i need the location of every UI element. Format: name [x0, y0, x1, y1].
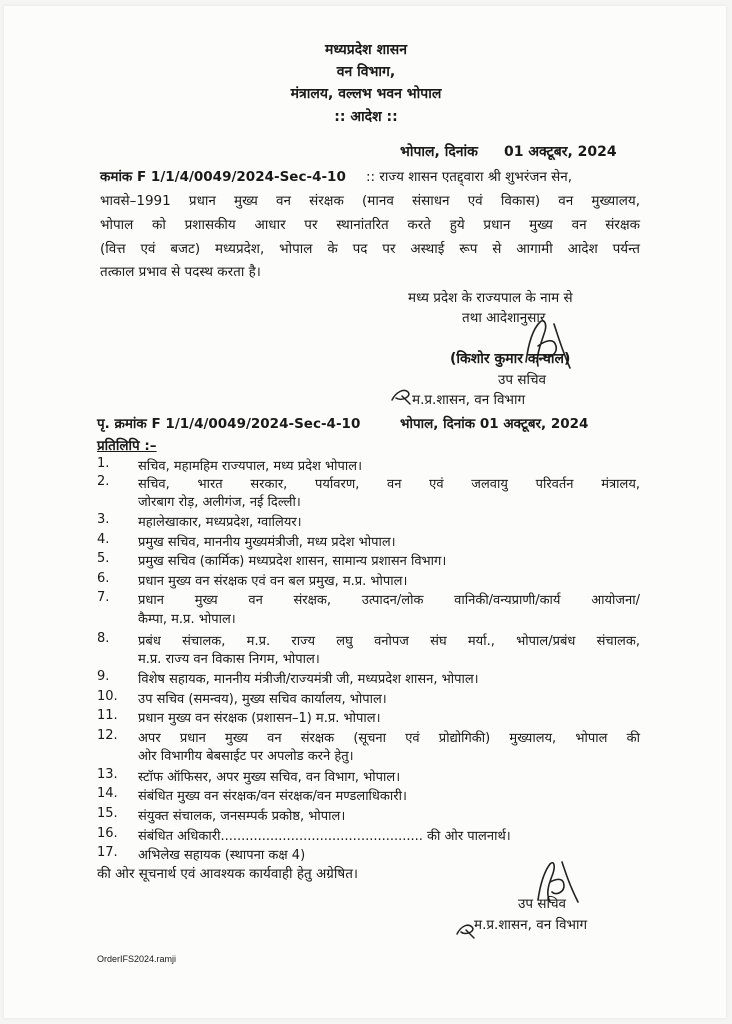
list-number: 17. — [97, 845, 118, 860]
header-department: वन विभाग, — [336, 64, 396, 80]
list-number: 10. — [97, 689, 118, 704]
list-number: 1. — [97, 456, 110, 471]
order-date: 01 अक्टूबर, 2024 — [504, 144, 617, 160]
list-item: प्रमुख सचिव (कार्मिक) मध्यप्रदेश शासन, सामान्य प्रशासन विभाग। — [138, 554, 447, 569]
list-item: प्रमुख सचिव, माननीय मुख्यमंत्रीजी, मध्य प्रदेश भोपाल। — [138, 535, 396, 550]
list-item: प्रबंध संचालक, म.प्र. राज्य लघु वनोपज संघ मर्या., भोपाल/प्रबंध संचालक, — [138, 634, 640, 649]
list-number: 6. — [97, 571, 110, 586]
signatory-name: (किशोर कुमार कन्याल) — [450, 351, 571, 367]
list-item: संबंधित अधिकारी................................................. की ओर पालनार्थ। — [138, 829, 511, 844]
list-number: 3. — [97, 512, 110, 527]
order-text-line: :: राज्य शासन एतद्द्वारा श्री शुभरंजन सेन, — [366, 169, 573, 185]
order-text-line: (वित्त एवं बजट) मध्यप्रदेश, भोपाल के पद पर अस्थाई रूप से आगामी आदेश पर्यन्त — [100, 241, 640, 257]
header-address: मंत्रालय, वल्लभ भवन भोपाल — [290, 86, 442, 102]
order-text-line: तत्काल प्रभाव से पदस्थ करता है। — [100, 264, 261, 280]
copy-to-label: प्रतिलिपि :– — [97, 438, 157, 454]
signatory2-designation: उप सचिव — [518, 896, 567, 912]
list-number: 12. — [97, 728, 118, 743]
authority-line: तथा आदेशानुसार — [462, 310, 546, 326]
list-item: संयुक्त संचालक, जनसम्पर्क प्रकोष्ठ, भोपाल। — [138, 809, 346, 824]
list-item: अभिलेख सहायक (स्थापना कक्ष 4) — [138, 848, 306, 863]
list-number: 4. — [97, 532, 110, 547]
list-number: 11. — [97, 708, 118, 723]
list-item: विशेष सहायक, माननीय मंत्रीजी/राज्यमंत्री जी, मध्यप्रदेश शासन, भोपाल। — [138, 672, 479, 687]
list-number: 14. — [97, 786, 118, 801]
list-item: अपर प्रधान मुख्य वन संरक्षक (सूचना एवं प्रोद्योगिकी) मुख्यालय, भोपाल की — [138, 731, 640, 746]
endorsement-date: भोपाल, दिनांक 01 अक्टूबर, 2024 — [400, 416, 589, 432]
list-item: प्रधान मुख्य वन संरक्षक एवं वन बल प्रमुख, म.प्र. भोपाल। — [138, 574, 408, 589]
list-item: सचिव, भारत सरकार, पर्यावरण, वन एवं जलवायु परिवर्तन मंत्रालय, — [138, 477, 640, 492]
list-item: म.प्र. राज्य वन विकास निगम, भोपाल। — [138, 652, 320, 667]
signatory-department: म.प्र.शासन, वन विभाग — [412, 392, 526, 408]
list-item: जोरबाग रोड़, अलीगंज, नई दिल्ली। — [138, 495, 301, 510]
list-item: प्रधान मुख्य वन संरक्षक (प्रशासन–1) म.प्र. भोपाल। — [138, 711, 381, 726]
closing-line: की ओर सूचनार्थ एवं आवश्यक कार्यवाही हेतु अग्रेषित। — [97, 866, 359, 882]
list-item: ओर विभागीय बेबसाईट पर अपलोड करने हेतु। — [138, 749, 354, 764]
list-item: प्रधान मुख्य वन संरक्षक, उत्पादन/लोक वानिकी/वन्यप्राणी/कार्य आयोजना/ — [138, 593, 640, 608]
list-number: 8. — [97, 631, 110, 646]
list-item: कैम्पा, म.प्र. भोपाल। — [138, 612, 236, 627]
signatory-designation: उप सचिव — [498, 372, 547, 388]
date-label: भोपाल, दिनांक — [400, 144, 478, 160]
list-item: संबंधित मुख्य वन संरक्षक/वन संरक्षक/वन मण्डलाधिकारी। — [138, 789, 407, 804]
list-number: 16. — [97, 826, 118, 841]
list-item: उप सचिव (समन्वय), मुख्य सचिव कार्यालय, भोपाल। — [138, 692, 387, 707]
list-number: 5. — [97, 551, 110, 566]
list-item: सचिव, महामहिम राज्यपाल, मध्य प्रदेश भोपाल। — [138, 459, 362, 474]
order-number: कमांक F 1/1/4/0049/2024-Sec-4-10 — [100, 169, 346, 185]
list-number: 15. — [97, 806, 118, 821]
order-title: :: आदेश :: — [334, 109, 398, 125]
list-item: महालेखाकार, मध्यप्रदेश, ग्वालियर। — [138, 515, 302, 530]
list-number: 9. — [97, 669, 110, 684]
initial-mark — [388, 384, 414, 406]
list-number: 13. — [97, 767, 118, 782]
order-text-line: भोपाल को प्रशासकीय आधार पर स्थानांतरित करते हुये प्रधान मुख्य वन संरक्षक — [100, 217, 640, 233]
list-item: स्टॉफ ऑफिसर, अपर मुख्य सचिव, वन विभाग, भोपाल। — [138, 770, 401, 785]
header-state-govt: मध्यप्रदेश शासन — [325, 42, 407, 58]
signatory2-department: म.प्र.शासन, वन विभाग — [474, 917, 588, 933]
list-number: 2. — [97, 474, 110, 489]
endorsement-number: पृ. क्रमांक F 1/1/4/0049/2024-Sec-4-10 — [97, 416, 361, 432]
file-reference: OrderIFS2024.ramji — [97, 954, 177, 964]
authority-line: मध्य प्रदेश के राज्यपाल के नाम से — [408, 290, 573, 306]
list-number: 7. — [97, 590, 110, 605]
order-text-line: भावसे–1991 प्रधान मुख्य वन संरक्षक (मानव संसाधन एवं विकास) वन मुख्यालय, — [100, 193, 640, 209]
